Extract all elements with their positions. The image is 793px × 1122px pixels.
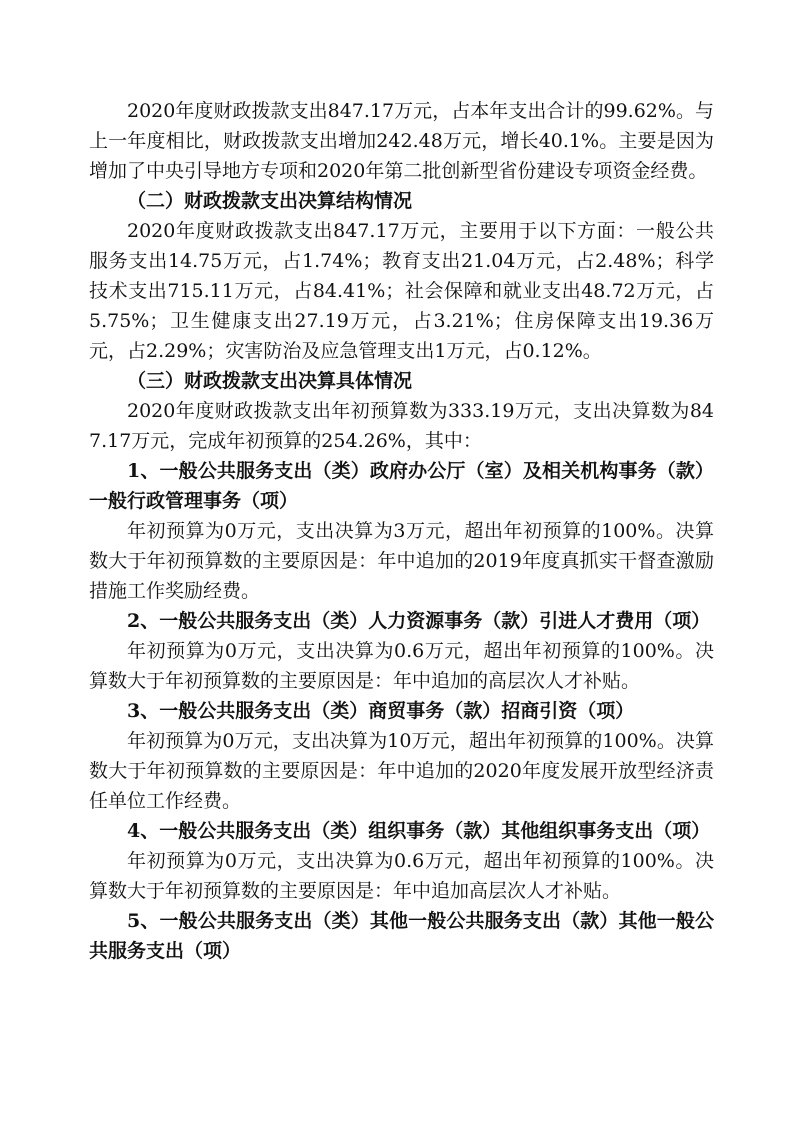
paragraph-structure-detail: 2020年度财政拨款支出847.17万元，主要用于以下方面：一般公共服务支出14.75万元，占1.74%；教育支出21.04万元，占2.48%；科学技术支出715.11万元，占84.41%；社会保障和就业支出48.72万元，占5.75%；卫生健康支出27.19万元，占3.21%；住房保障支出19.36万元，占2.29%；灾害防治及应急管理支出1万元，占0.12%。 — [89, 220, 714, 362]
heading-item-5: 5、一般公共服务支出（类）其他一般公共服务支出（款）其他一般公共服务支出（项） — [89, 910, 714, 962]
document-body — [89, 96, 714, 966]
paragraph-appropriation-overview: 2020年度财政拨款支出847.17万元，占本年支出合计的99.62%。与上一年度相比，财政拨款支出增加242.48万元，增长40.1%。主要是因为增加了中央引导地方专项和2020年第二批创新型省份建设专项资金经费。 — [89, 100, 714, 182]
heading-item-1: 1、一般公共服务支出（类）政府办公厅（室）及相关机构事务（款）一般行政管理事务（项） — [89, 460, 714, 512]
heading-item-4: 4、一般公共服务支出（类）组织事务（款）其他组织事务支出（项） — [127, 820, 711, 842]
paragraph-item-1: 年初预算为0万元，支出决算为3万元，超出年初预算的100%。决算数大于年初预算数的主要原因是：年中追加的2019年度真抓实干督查激励措施工作奖励经费。 — [89, 520, 714, 602]
paragraph-item-2: 年初预算为0万元，支出决算为0.6万元，超出年初预算的100%。决算数大于年初预算数的主要原因是：年中追加的高层次人才补贴。 — [89, 640, 714, 692]
heading-structure: （二）财政拨款支出决算结构情况 — [127, 190, 413, 212]
heading-specific: （三）财政拨款支出决算具体情况 — [127, 370, 413, 392]
heading-item-3: 3、一般公共服务支出（类）商贸事务（款）招商引资（项） — [127, 700, 635, 722]
paragraph-item-4: 年初预算为0万元，支出决算为0.6万元，超出年初预算的100%。决算数大于年初预算数的主要原因是：年中追加高层次人才补贴。 — [89, 850, 714, 902]
paragraph-specific-summary: 2020年度财政拨款支出年初预算数为333.19万元，支出决算数为847.17万元，完成年初预算的254.26%，其中： — [89, 400, 714, 452]
paragraph-item-3: 年初预算为0万元，支出决算为10万元，超出年初预算的100%。决算数大于年初预算数的主要原因是：年中追加的2020年度发展开放型经济责任单位工作经费。 — [89, 730, 714, 812]
heading-item-2: 2、一般公共服务支出（类）人力资源事务（款）引进人才费用（项） — [127, 610, 711, 632]
